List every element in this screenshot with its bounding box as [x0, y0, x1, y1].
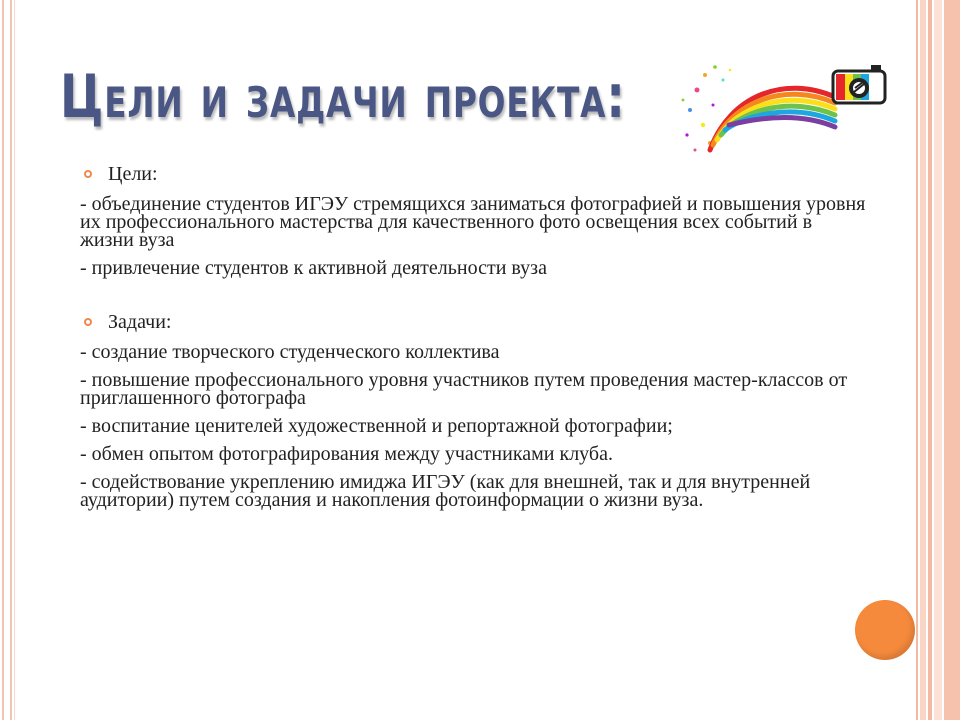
- goals-heading: Цели:: [108, 163, 158, 185]
- left-border-line: [2, 0, 4, 720]
- right-decorative-stripes: [916, 0, 960, 720]
- decorative-orange-circle: [855, 600, 915, 660]
- goals-heading-row: [80, 163, 870, 185]
- rainbow-camera-decoration: [675, 55, 900, 160]
- task-item: - повышение профессионального уровня участников путем проведения мастер-классов от приглашенного фотографа: [80, 369, 848, 409]
- task-item: - создание творческого студенческого коллектива: [80, 341, 500, 363]
- bullet-icon: [84, 318, 92, 326]
- tasks-heading: Задачи:: [108, 311, 172, 333]
- slide-title: Цели и задачи проекта:: [60, 62, 626, 132]
- goal-item: - объединение студентов ИГЭУ стремящихся заниматься фотографией и повышения уровня их профессионального мастерства для качественного фото освещения всех событий в жизни вуза: [80, 193, 866, 251]
- left-border-line: [10, 0, 12, 720]
- sparkle-dots: [682, 65, 732, 151]
- camera-icon: [833, 65, 885, 103]
- rainbow-swoosh: [710, 88, 835, 150]
- left-border-line: [14, 0, 15, 720]
- task-item: - содействование укреплению имиджа ИГЭУ (как для внешней, так и для внутренней аудитории) путем создания и накопления фотоинформации о жизни вуза.: [80, 471, 811, 511]
- task-item: - воспитание ценителей художественной и репортажной фотографии;: [80, 415, 673, 437]
- tasks-heading-row: [80, 311, 870, 333]
- bullet-icon: [84, 170, 92, 178]
- task-item: - обмен опытом фотографирования между участниками клуба.: [80, 443, 613, 465]
- slide-body: [80, 163, 870, 519]
- goal-item: - привлечение студентов к активной деятельности вуза: [80, 257, 547, 279]
